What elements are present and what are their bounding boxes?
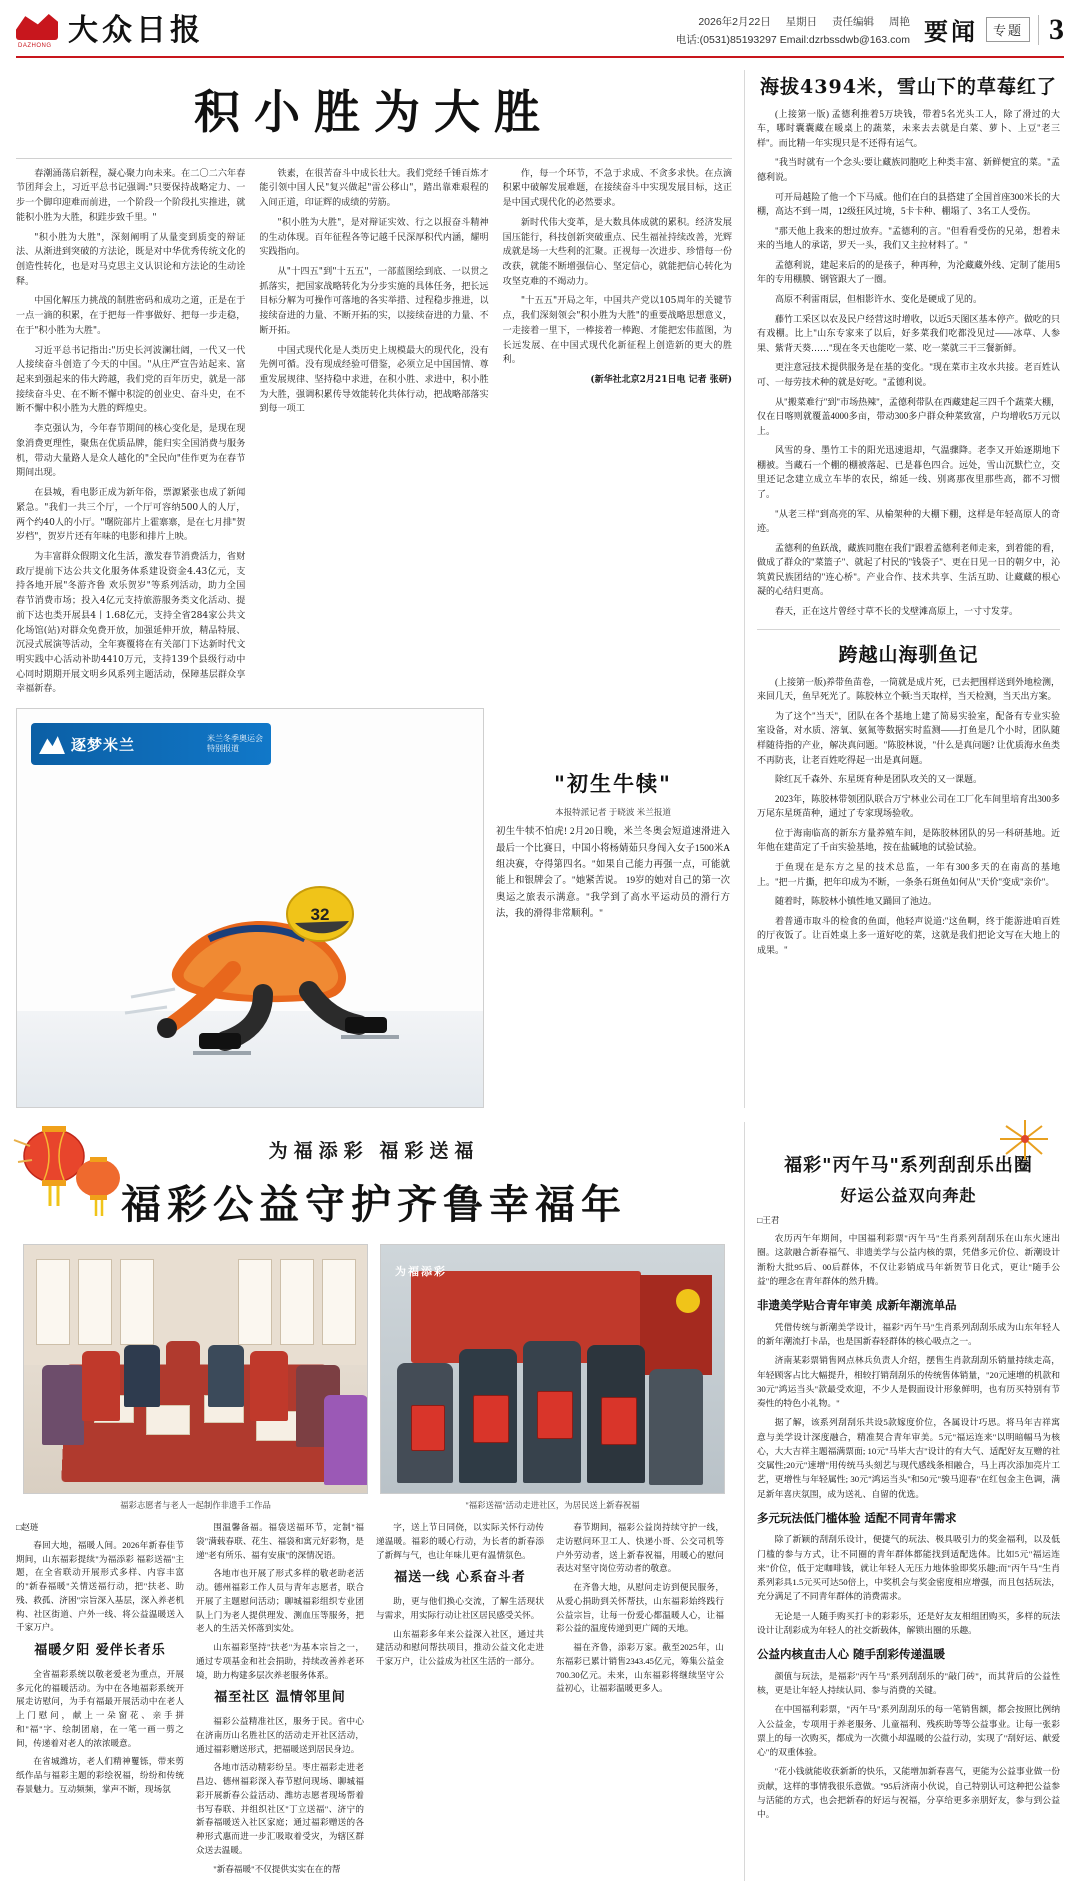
photo1-caption: 福彩志愿者与老人一起制作非遗手工作品 — [120, 1501, 271, 1511]
paragraph: 春天，正在这片曾经寸草不长的戈壁滩高原上，一寸寸发芽。 — [775, 606, 1019, 617]
lottery-section-heading-2: 多元玩法低门槛体验 适配不同青年需求 — [757, 1510, 957, 1525]
contact-email: Email:dzrbssdwb@163.com — [779, 33, 910, 46]
paragraph: 各地市活动精彩纷呈。枣庄福彩走进老昌边、德州福彩深入春节慰问现场、聊城福彩开展新春公益活动、潍坊志愿者现场帮着书写春联、并组织社区"丁立送福"、济宁的新春福暖送入社区家庭；通过福彩赠送的各种形式惠而进一步汇吸取着受灾，为辖区群众送去温暖。 — [196, 1762, 364, 1855]
welfare-kicker: 为福添彩 福彩送福 — [268, 1141, 480, 1163]
lead-para: 新时代伟大变革，是大数具体成就的累积。经济发展国压能行，科技创新突破重点、民生福祉持续改善，光辉成就是场一大些利的汇聚。正视每一次进步、珍惜每一份改获，就能不断增强信心、坚定信心，就能把信心转化为攻坚克难的不竭动力。 — [502, 217, 732, 287]
article-signature: (新华社北京2月21日电 记者 张研) — [590, 375, 732, 386]
paragraph: 春回大地，福暖人间。2026年新春佳节期间，山东福彩提续"为福添彩 福彩送福"主题，在全省联动开展形式多样、内容丰富的"新春福暖"关情送福行动，把"扶老、助残、救孤、济困"宗旨深入基层，深入养老机构、社区街道、户外一线、将公益温暖送入千家万户。 — [16, 1539, 184, 1633]
paragraph: 风雪的身、墨竹工卡的阳光迅速退却，气温骤降。老李又开始逐期地下棚被。当藏石一个棚的棚被落起、已是暮色四合。远处，雪山沉默伫立，交里还记念建立成立车毕的农民，绵延一线、别离那夜里那些高，都不习惯了。 — [757, 445, 1060, 499]
skater-photo — [16, 708, 484, 1108]
lottery-headline: 福彩"丙午马"系列刮刮乐出圈 — [784, 1155, 1033, 1177]
bib-number: 32 — [310, 905, 330, 925]
lead-para: "积小胜为大胜"，深刻阐明了从量变到质变的辩证法、从渐进到突破的方法论，既是对中华优秀传统文化的创造性转化，也是对马克思主义认识论和方法论的生动诠释。 — [16, 232, 246, 287]
lead-column-3 — [503, 167, 732, 702]
right-column — [744, 70, 1060, 1108]
lead-para: 为丰富群众假期文化生活，激发春节消费活力，省财政厅提前下达公共文化服务体系建设资金4.43亿元，支持各地开展"冬游齐鲁 欢乐贺岁"等系列活动，助力全国春节消费市场；投入4亿元支持旅游服务类文化活动、提前下达也类开展县4丨1.68亿元，支持全省284家公共文化场馆(站)对群众免费开放，加强延伸开放，精品特展、沉浸式展演等活动，全年赛覆将在有关部门下达新时代文明实践中心活动补助4410万元，支持139个县级行动中心同时期期开展文明乡风系列主题活动，保障基层群众享幸福新春。 — [16, 551, 246, 695]
newspaper-logo-icon — [16, 10, 60, 48]
paragraph: 山东福彩多年来公益深入社区，通过共建活动和慰问帮扶项目，推动公益文化走进千家万户，让公益成为社区生活的一部分。 — [376, 1628, 544, 1667]
paper-title: 大众日报 — [68, 13, 204, 48]
welfare-column-4 — [556, 1521, 724, 1881]
issue-weekday: 星期日 — [785, 16, 818, 28]
contact-phone: 电话:(0531)85193297 — [675, 33, 777, 46]
editor-name: 周艳 — [888, 16, 910, 28]
photo-calligraphy-workshop — [23, 1244, 368, 1494]
editor-label: 责任编辑 — [832, 16, 875, 28]
article-headline-strawberry: 海拔4394米，雪山下的草莓红了 — [760, 75, 1057, 98]
banner-subtitle-1: 米兰冬季奥运会 — [207, 734, 263, 744]
lottery-body — [757, 1231, 1060, 1821]
olympics-banner — [31, 723, 271, 765]
paragraph: 据了解，该系列刮刮乐共设5款嫁度价位，各属设计巧思。将马年吉祥寓意与美学设计深度融合，精准契合青年审美。5元"福运连来"以明暗幅马为核心，大大吉祥主题福满票面; 10元"马毕大吉"设计的有大气、适配好友互赠的社交属性;20元"速增"用传统马头刻艺与现代感线条相融合，马上再次添加亮片工艺，更增性与年轻属性; 30元"鸿运当头"和50元"骏马迎春"在红包金主色调，满足新年喜庆氛围，成为送礼、自留的优选。 — [757, 1417, 1060, 1499]
photo-community-event — [380, 1244, 725, 1494]
photo2-banner-text: 为福添彩 — [395, 1266, 447, 1279]
paragraph: 可开局越险了他一个下马威。他们在白的县搭建了全国首座300米长的大棚，高达不到一周，12级狂风过境，5卡卡种、棚塌了、3名工人受伤。 — [757, 191, 1060, 217]
banner-subtitle-2: 特别报道 — [207, 744, 239, 754]
welfare-column-2 — [196, 1521, 364, 1881]
lead-columns — [16, 167, 732, 702]
lead-para: 铁素，在很苦奋斗中成长壮大。我们党经千锤百炼才能引领中国人民"复兴做起"雷公移山"，踏出靠难艰程的入间正道，印证辉的成绩的劳筋。 — [259, 168, 489, 209]
paragraph: 为了这个"当天"，团队在各个基地上建了简易实验室，配备有专业实验室设备，对水质、溶氧、氨氮等数据实时监测——打鱼是几个小时，团队随样随待指的产业，解决真问题。"陈胶林说，"什么是真问题? 让优质海水鱼类不再防丧，让老百姓吃得起一出是真问题。 — [757, 710, 1060, 765]
lead-article — [16, 70, 732, 1108]
welfare-title: 福彩公益守护齐鲁幸福年 — [121, 1181, 627, 1229]
paragraph: 于鱼现在是东方之星的技术总监，一年有300多天的在南高的基地上。"把一片撕，把年印成为不断，一条条石斑鱼如何从"天价"变成"亲价"。 — [757, 861, 1060, 887]
lead-para: "十五五"开局之年，中国共产党以105周年的关键节点，我们深刻领会"积小胜为大胜"的重要战略思想意义，一走接着一里下，一棒接着一棒跑、才能把宏伟蓝图，为长远发展、在中国式现代化新征程上创造新的更大的胜利。 — [502, 296, 732, 366]
photo-caption-block — [496, 708, 730, 1108]
paragraph: 山东福彩坚持"扶老"为基本宗旨之一，通过专项基金和社会捐助，持续改善养老环境，助力构建多层次养老服务体系。 — [196, 1642, 364, 1680]
welfare-columns — [16, 1521, 732, 1881]
lottery-article — [744, 1122, 1060, 1881]
paragraph: 位于海南临高的新东方量养殖车间，是陈胶林团队的另一科研基地。近年他在建苗定了千亩实验基地，按在盐碱地的试验试验。 — [757, 827, 1060, 853]
lottery-section-heading-1: 非遗美学贴合青年审美 成新年潮流单品 — [757, 1298, 957, 1313]
firework-icon — [990, 1116, 1060, 1162]
paragraph: 全省福彩系统以敬老爱老为重点，开展多元化的福暖活动。为中在各地福彩系统开展走访慰问，为手有福最开展活动中在老人上门慰问，献上一朵窗花、亲手拼和"福"字、绘制团扇，在一笔一画一剪之间，传递着对老人的浓浓暖意。 — [16, 1668, 184, 1748]
paragraph: 随着时，陈胶林小镇性地又踊回了池边。 — [775, 896, 938, 907]
paragraph: 济南某彩票销售网点林兵负责人介绍，摆售生肖款刮刮乐销量持续走高，年轻顾客占比大幅提升，相较打销刮刮乐的传统售体销量，"20元速增的机款和30元"鸿运当头"款最受欢迎，不少人是假面设计形象鲜明，也有历买特别有节奏性的特色小礼物。" — [757, 1355, 1060, 1408]
speed-skater-illustration — [113, 819, 413, 1069]
photo-block — [16, 708, 732, 1108]
paragraph: 更注意冠技术提供服务是在基的变化。"现在菜市主攻水共接。老百姓认可、一每劳技术种的就是好吃。"孟德利说。 — [757, 362, 1060, 387]
welfare-column-1 — [16, 1521, 184, 1881]
lottery-byline: □王君 — [757, 1215, 780, 1226]
lead-para: 春潮涌荡启新程，凝心聚力向未来。在二〇二六年春节团拜会上，习近平总书记强调:"只要保持战略定力、一步一个脚印迎难而前进，一个阶段一个阶段扎实推进，就能积小胜为大胜，积跬步致千里。" — [16, 168, 246, 223]
paragraph: 高原不利雷雨层，但相影许水、变化是硬成了见的。 — [775, 294, 983, 305]
paragraph: (上接第一版)养带鱼苗卷，一筒就是成片死，已去把围样送到外地检测，来回几天，鱼早死光了。陈胶林立个顿:当天取样，当天检测，当天出方案。 — [757, 676, 1060, 702]
caption-title: "初生牛犊" — [554, 771, 672, 797]
paragraph: 2023年，陈胶林带领团队联合万宁林业公司在工厂化车间里培育出300多万尾东星斑苗种，通过了专家现场验收。 — [757, 793, 1060, 819]
paragraph: 围温馨备福。福袋送福环节，定制"福袋"满载春联、花生、福袋和寓元好彩物，是递"老有所乐、福有安康"的深情况语。 — [196, 1522, 364, 1560]
lead-para: 中国化解压力挑战的制胜密码和成功之道，正是在于一点一滴的积累，在于把每一件事做好、把每一步走稳，在于"积小胜为大胜"。 — [16, 296, 246, 336]
paragraph: 在齐鲁大地，从慰问走访到便民服务，从爱心捐助到关怀帮扶，山东福彩始终践行公益宗旨，让每一份爱心都温暖人心，让福彩公益的温度传递到更广阔的天地。 — [556, 1582, 724, 1634]
masthead-section — [924, 10, 1064, 47]
paragraph: "花小钱就能收获新新的快乐，又能增加新春喜气，更能为公益事业做一份贡献，这样的事情我很乐意做。"95后济南小伙说，自己特别认可这种把公益参与活能的方式，也会把新春的好运与祝福，分享给更多亲朋好友，参与到公益中。 — [757, 1766, 1060, 1819]
paragraph: 着普通市取斗的检食的鱼面，他轻声说道:"这鱼啊，终于能游进咱百姓的厅夜饭了。让百姓桌上多一道好吃的菜，这就是我们把论文写在大地上的成果。" — [757, 915, 1060, 955]
paragraph: 藤竹工采区以农及民户经营这时增收，以近5天图区基本停产。做吃的只有戏棚。比上"山东专家来了以后，好多菜我们吃都没见过——冰草、人参果、紫背天葵……"现在冬天也能吃一菜、吃一菜就三干三餐新鲜。 — [757, 313, 1060, 353]
paragraph: 凭借传统与新潮美学设计，福彩"丙午马"生肖系列刮刮乐成为山东年轻人的新年潮流打卡品，也是国新春轻群体的核心吸点之一。 — [757, 1321, 1060, 1346]
lead-column-1 — [16, 167, 245, 702]
lead-para: "积小胜为大胜"，是对辩证实效、行之以报奋斗精神的生动体现。百年征程各等记越千民深厚积代内涵，耀明实践指向。 — [259, 217, 489, 258]
lantern-decoration-icon — [10, 1116, 130, 1226]
lower-content — [16, 1122, 1064, 1881]
top-content — [16, 58, 1064, 1108]
welfare-byline: □赵琏 — [16, 1522, 39, 1533]
lead-headline: 积小胜为大胜 — [194, 84, 554, 139]
photo2-caption: "福彩送福"活动走进社区，为居民送上新春祝福 — [465, 1501, 640, 1511]
paragraph: 无论是一人随手购买打卡的彩彩乐，还是好友友相组团购买，多样的玩法设计让刮彩成为年轻人的社交新载体，解锁出圈的乐趣。 — [757, 1610, 1060, 1635]
paragraph: 除红瓦千森外、东星斑育种是团队攻关的又一课题。 — [775, 774, 983, 785]
welfare-subhead-1: 福暖夕阳 爱伴长者乐 — [34, 1643, 166, 1659]
issue-date: 2026年2月22日 — [698, 16, 771, 28]
caption-body: 初生牛犊不怕虎! 2月20日晚，米兰冬奥会短道速滑进入最后一个比赛日，中国小将杨婧茹只身闯入女子1500米A组决赛，夺得第四名。"如果自己能力再强一点，可能就能上和银牌会了。"她紧苦说。 19岁的她对自己的第一次奥运之旅表示满意。"我学到了高水平运动员的滑行方法，我的滑得非常顺利。" — [496, 827, 730, 920]
article-headline-fish: 跨越山海驯鱼记 — [838, 643, 979, 666]
paragraph: 各地市也开展了形式多样的敬老助老活动。德州福彩工作人员与青年志愿者，联合开展了主题慰问活动；聊城福彩组织专业团队上门为老人提供理发、测血压等服务，把老人的生活关怀落到实处。 — [196, 1568, 364, 1634]
caption-byline: 本报特派记者 于晓波 米兰报道 — [554, 807, 672, 818]
lead-para: 中国式现代化是人类历史上规模最大的现代化，没有先例可循。没有现成经验可借鉴，必须立足中国国情、尊重发展规律、坚持稳中求进，在积小胜、求进中，积小胜为大胜，强调积累传导效能转化共体行动，把战略部落实到每一项工 — [259, 345, 489, 415]
paragraph: 字，送上节日同侥，以实际关怀行动传递温暖。福彩的暖心行动，为长者的新春添了新辉与气，也让年味儿更有温情氛色。 — [376, 1522, 544, 1560]
welfare-subhead-3: 福送一线 心系奋斗者 — [394, 1570, 526, 1586]
paragraph: 除了新颖的刮刮乐设计，便捷气的玩法、极具吸引力的奖金福利，以及低门槛的参与方式，让不同圈的青年群体都能找到适配选体。比如5元"福运连来"价位，低于定咖啡钱，就让年轻人无压力地体验即奖乐趣;而"丙午马"生肖系列彩具1.5元买可达50倍上，中奖机会与奖金密度相应增强，而且包括玩法，充分满足了不同青年群体的消费需求。 — [757, 1534, 1060, 1602]
masthead — [16, 0, 1064, 58]
welfare-lottery-feature — [16, 1122, 732, 1881]
paragraph: "新春福暖"不仅提供实实在在的帮 — [213, 1863, 341, 1874]
section-subtitle: 专题 — [986, 17, 1030, 42]
paragraph: "从老三样"到高亮的军、从榆架种的大棚下棚，这样是年轻高原人的奇迹。 — [757, 508, 1060, 534]
paragraph: (上接第一版) 孟德利推着5万块钱，带着5名光头工人，除了滑过的大车，哪时囊囊藏在暖桌上的蔬菜，未来去去就是白菜、萝卜、上豆"老三样"。而比精一年实现只是不还得有运气。 — [757, 108, 1060, 148]
masthead-info — [204, 10, 924, 50]
welfare-subhead-2: 福至社区 温情邻里间 — [214, 1690, 346, 1706]
paragraph: "那天他上我来的想过放弃。"孟德利的言。"但看看受伤的兄弟，想着未来的当地人的承诺，罗天一头，我们又主拉材料了。" — [757, 225, 1060, 251]
lead-para: 作，每一个环节，不急于求成、不贪多求快。在点滴积累中破解发展难题，在接续奋斗中实现发展目标，这正是中国式现代化的必然要求。 — [502, 168, 732, 209]
lead-para: 在县城，看电影正成为新年俗，票源紧张也成了新闻紧急。"我们一共三个厅，一个厅可容纳500人的人厅，两个约40人的小厅。"曙院部片上霍寨寨，是在七月排"贺岁档"，贺岁片还有年味的电影和排片上映。 — [16, 488, 246, 543]
welfare-photos — [16, 1244, 732, 1511]
lead-para: 李克强认为，今年春节期间的核心变化是，是现在现象消费更理性，聚焦在优质品牌，能归实全国消费与服务机，带动大量路人是众人越化的"全民向"佳作更为在春节期间出现。 — [16, 424, 246, 479]
lottery-subheadline: 好运公益双向奔赴 — [840, 1186, 977, 1206]
lead-column-2 — [259, 167, 488, 702]
article-body-fish — [757, 675, 1060, 958]
masthead-brand — [16, 10, 204, 48]
lead-para: 从"十四五"到"十五五"，一部蓝图绘到底、一以贯之抓落实，把国家战略转化为分步实施的具体任务，把长远目标分解为可操作可落地的各实举措、过程稳步推进，以接续奋进的力量、不断开拓的实，以接续奋进的力量、不断开拓。 — [259, 267, 489, 336]
divider — [16, 158, 732, 159]
paragraph: 在中国福利彩票，"丙午马"系列刮刮乐的每一笔销售额，都会按照比例纳入公益金，专项用于养老服务、儿童福利、残疾助等等公益事业。让每一张彩票上的每一次购买，都成为一次微小却温暖的公益行动，实现了"刮好运、献爱心"的双重体验。 — [757, 1704, 1060, 1757]
paragraph: "我当时就有一个念头:要让藏族同胞吃上种类丰富、新鲜便宜的菜。"孟德利说。 — [757, 157, 1060, 182]
paragraph: 福在齐鲁，添彩万家。截至2025年，山东福彩已累计销售2343.45亿元，筹集公益金700.30亿元。未来，山东福彩将继续坚守公益初心，让福彩温暖更多人。 — [556, 1642, 724, 1694]
welfare-column-3 — [376, 1521, 544, 1881]
paragraph: 福彩公益精准社区，服务于民。省中心在济南历山名胜社区的活动走开社区活动，通过福彩赠送形式，把福暖送到居民身边。 — [196, 1716, 364, 1754]
page-number: 3 — [1038, 15, 1064, 45]
paragraph: 孟德利说，建起来后的的是孩子，种再种，为沦藏藏外线、定制了能用5年的专用棚膜、钢管跟大了一圈。 — [757, 259, 1060, 285]
section-title: 要闻 — [923, 20, 978, 46]
mountain-icon — [39, 734, 65, 754]
lottery-section-heading-3: 公益内核直击人心 随手刮彩传递温暖 — [757, 1647, 946, 1662]
logo-latin-text: DAZHONG — [18, 43, 52, 49]
lead-para: 习近平总书记指出:"历史长河波澜壮阔，一代又一代人接续奋斗创造了今天的中国。"从庄严宣告站起来、富起来到强起来的伟大跨越，我们党的百年历史，就是一部接续奋斗史、在不断不懈中积淀的创业史、奋斗史，在不断不懈中积小胜为大胜的辉煌史。 — [16, 345, 246, 415]
article-body-strawberry — [757, 107, 1060, 619]
paragraph: 农历丙午年期间，中国福利彩票"丙午马"生肖系列刮刮乐在山东火速出圈。这款融合新春福气、非遗美学与公益内核的票，凭借多元价位、新潮设计渐粉大批95后、00后群体，不仅让彩销成马年新贺节日化式，更让"随手公益"的理念在青年群体的然升腾。 — [757, 1233, 1060, 1286]
paragraph: 孟德利的鱼跃战，藏族同胞在我们"跟着孟德利老师走来，到着能的看，做成了群众的"菜篮子"、就起了村民的"钱袋子"、更在日见一日的朝夕中，沁筑黄民族团结的"连心桥"。产业合作、技术共享、生活互助、让藏藏的根心凝的心结归更高。 — [757, 542, 1060, 597]
divider — [757, 629, 1060, 630]
paragraph: 从"搬菜难行"到"市场热辣"，孟德利带队在西藏建起三四千个蔬菜大棚，仅在日喀则就覆盖4000多亩，带动300多户群众种菜致富，户均增收5万元以上。 — [757, 396, 1060, 436]
paragraph: 助，更与他们换心交流，了解生活现状与需求，用实际行动让社区居民感受关怀。 — [376, 1596, 544, 1620]
paragraph: 春节期间，福彩公益岗持续守护一线，走访慰问环卫工人、快递小哥、公交司机等户外劳动者，送上新春祝福，用暖心的慰问表达对坚守岗位劳动者的敬意。 — [556, 1522, 724, 1574]
paragraph: 在省城潍坊，老人们精神矍铄，带来剪纸作品与福彩主题的彩绘祝福，纷纷和传统春景魅力。互动频频，掌声不断，现场氛 — [16, 1756, 184, 1794]
banner-title: 逐梦米兰 — [71, 737, 136, 754]
paragraph: 颜值与玩法，是福彩"丙午马"系列刮刮乐的"敲门砖"，而其背后的公益性核，更是让年轻人持续认同、参与消费的关键。 — [757, 1670, 1060, 1695]
